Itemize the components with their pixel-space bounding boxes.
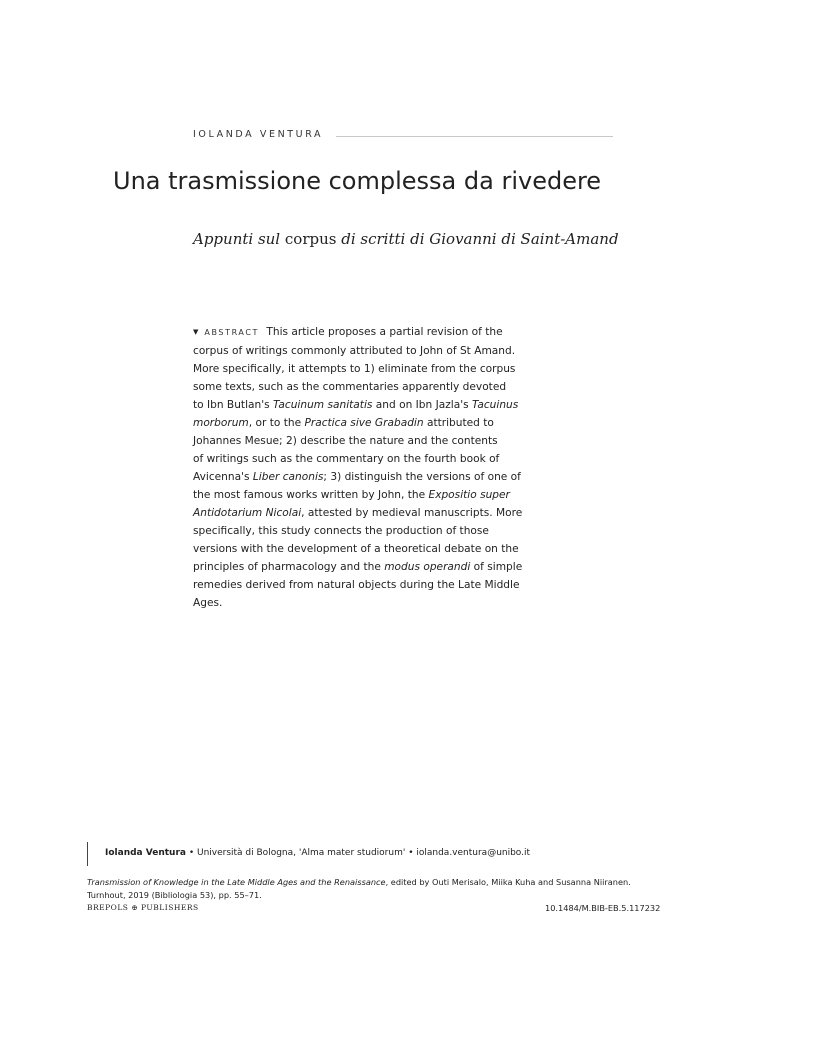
citation-line xyxy=(87,876,687,889)
citation-line: Turnhout, 2019 (Bibliologia 53), pp. 55–71. xyxy=(87,890,262,900)
abstract-text: the most famous works written by John, the xyxy=(193,489,429,501)
abstract-line: some texts, such as the commentaries apparently devoted xyxy=(193,381,507,393)
abstract-line xyxy=(193,504,528,522)
subtitle-part-3: di scritti di Giovanni di Saint-Amand xyxy=(341,230,619,248)
header-rule xyxy=(336,136,613,137)
abstract-line: specifically, this study connects the production of those xyxy=(193,525,489,537)
triangle-down-icon: ▼ xyxy=(193,328,199,336)
abstract-text-italic: Practica sive Grabadin xyxy=(304,417,424,429)
abstract-line: Ages. xyxy=(193,597,223,609)
abstract-line: corpus of writings commonly attributed to John of St Amand. xyxy=(193,345,516,357)
abstract-text: of simple xyxy=(470,561,523,573)
abstract-text: principles of pharmacology and the xyxy=(193,561,385,573)
abstract-text: attributed to xyxy=(423,417,494,429)
abstract-label: ABSTRACT xyxy=(204,328,260,337)
separator: • xyxy=(185,848,197,858)
abstract-line xyxy=(193,468,528,486)
running-author: IOLANDA VENTURA xyxy=(193,129,324,140)
abstract-text: ; 3) distinguish the versions of one of xyxy=(323,471,521,483)
abstract-line: remedies derived from natural objects during the Late Middle xyxy=(193,579,520,591)
abstract-text-italic: Antidotarium Nicolai xyxy=(193,507,302,519)
affiliation-bar xyxy=(87,842,88,866)
abstract-text-italic: Tacuinum sanitatis xyxy=(273,399,373,411)
abstract-text: , attested by medieval manuscripts. More xyxy=(301,507,523,519)
abstract xyxy=(193,323,528,612)
publisher-logo: BREPOLS ⊕ PUBLISHERS xyxy=(87,903,199,912)
doi[interactable]: 10.1484/M.BIB-EB.5.117232 xyxy=(545,903,661,913)
abstract-text: to Ibn Butlan's xyxy=(193,399,274,411)
abstract-text-italic: morborum xyxy=(193,417,249,429)
subtitle-part-2: corpus xyxy=(284,230,337,248)
abstract-line xyxy=(193,558,528,576)
abstract-text: Avicenna's xyxy=(193,471,253,483)
author-email[interactable]: iolanda.ventura@unibo.it xyxy=(416,848,531,858)
abstract-line: Johannes Mesue; 2) describe the nature and the contents xyxy=(193,435,498,447)
institution: Università di Bologna, 'Alma mater studiorum' xyxy=(196,848,406,858)
abstract-text: , or to the xyxy=(248,417,305,429)
separator: • xyxy=(405,848,417,858)
abstract-line xyxy=(193,323,528,342)
article-title: Una trasmissione complessa da rivedere xyxy=(113,167,602,195)
author-name: Iolanda Ventura xyxy=(105,848,186,858)
abstract-line: More specifically, it attempts to 1) eliminate from the corpus xyxy=(193,363,516,375)
book-editors: , edited by Outi Merisalo, Miika Kuha and Susanna Niiranen. xyxy=(385,877,631,887)
abstract-line xyxy=(193,414,528,432)
abstract-line xyxy=(193,486,528,504)
abstract-line: versions with the development of a theoretical debate on the xyxy=(193,543,519,555)
book-title: Transmission of Knowledge in the Late Middle Ages and the Renaissance xyxy=(87,877,386,887)
abstract-line: of writings such as the commentary on the fourth book of xyxy=(193,453,500,465)
subtitle-part-1: Appunti sul xyxy=(193,230,281,248)
abstract-text: This article proposes a partial revision of the xyxy=(266,326,503,338)
abstract-text-italic: modus operandi xyxy=(384,561,471,573)
citation xyxy=(87,876,687,902)
abstract-text-italic: Expositio super xyxy=(428,489,510,501)
abstract-line xyxy=(193,396,528,414)
author-affiliation xyxy=(105,848,530,858)
abstract-text-italic: Liber canonis xyxy=(252,471,324,483)
abstract-text: and on Ibn Jazla's xyxy=(372,399,472,411)
abstract-text-italic: Tacuinus xyxy=(472,399,519,411)
article-subtitle xyxy=(193,230,619,248)
